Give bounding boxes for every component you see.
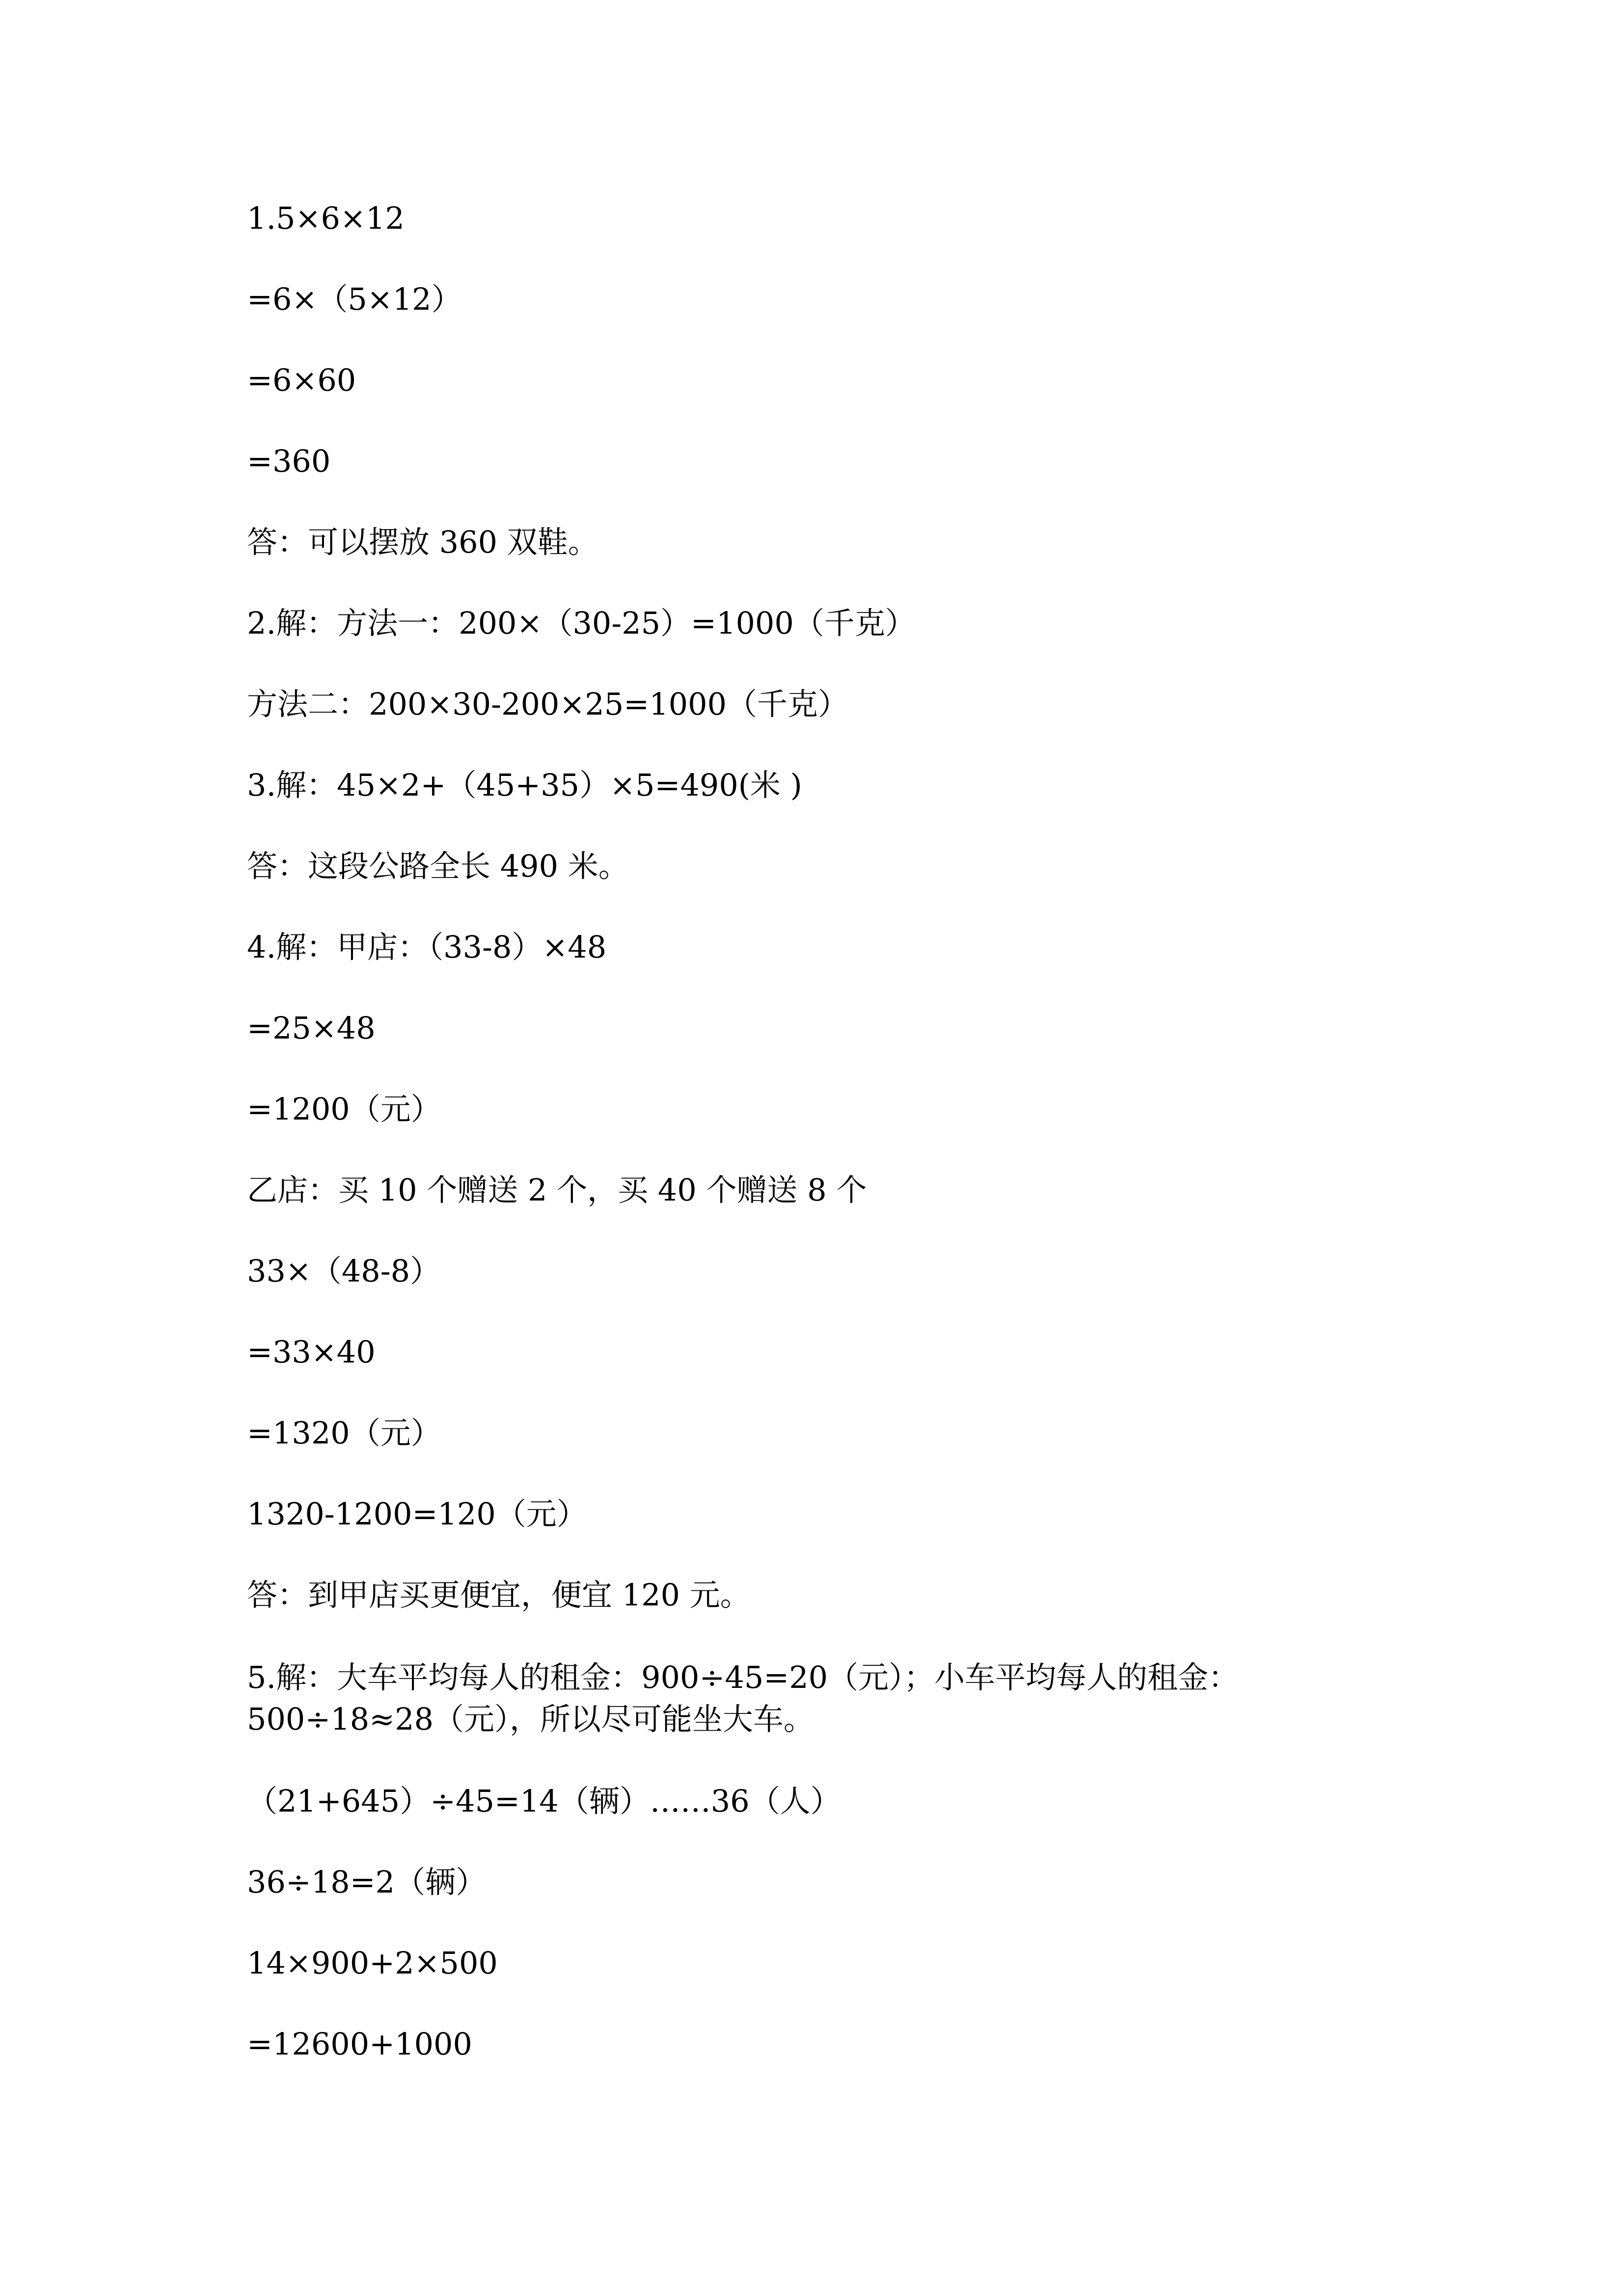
answer-4-conclusion: 答：到甲店买更便宜，便宜 120 元。 — [247, 1577, 751, 1613]
answer-5-line-6: =12600+1000 — [247, 2026, 472, 2062]
answer-5-line-2: 500÷18≈28（元），所以尽可能坐大车。 — [247, 1701, 814, 1737]
answer-3-conclusion: 答：这段公路全长 490 米。 — [247, 848, 629, 884]
answer-1-line-4: =360 — [247, 443, 331, 479]
answer-4-line-7: =1320（元） — [247, 1415, 441, 1451]
answer-3-solution: 3.解：45×2+（45+35）×5=490(米 ) — [247, 767, 802, 803]
answer-4-line-1: 4.解：甲店：（33-8）×48 — [247, 929, 607, 965]
answer-5-line-1: 5.解：大车平均每人的租金：900÷45=20（元）；小车平均每人的租金： — [247, 1659, 1239, 1695]
answer-4-line-8: 1320-1200=120（元） — [247, 1496, 587, 1532]
answer-2-method-2: 方法二：200×30-200×25=1000（千克） — [247, 686, 849, 722]
answer-5-line-3: （21+645）÷45=14（辆）……36（人） — [247, 1783, 841, 1819]
answer-1-line-1: 1.5×6×12 — [247, 200, 405, 236]
answer-4-line-6: =33×40 — [247, 1334, 376, 1370]
answer-4-line-3: =1200（元） — [247, 1091, 441, 1127]
answer-5-line-5: 14×900+2×500 — [247, 1945, 498, 1981]
answer-2-method-1: 2.解：方法一：200×（30-25）=1000（千克） — [247, 605, 916, 641]
answer-1-line-3: =6×60 — [247, 362, 356, 398]
answer-4-line-5: 33×（48-8） — [247, 1253, 441, 1289]
answer-1-line-2: =6×（5×12） — [247, 281, 462, 317]
answer-5-line-4: 36÷18=2（辆） — [247, 1864, 487, 1900]
answer-1-conclusion: 答：可以摆放 360 双鞋。 — [247, 524, 598, 560]
answer-4-line-2: =25×48 — [247, 1010, 376, 1046]
answer-4-line-4: 乙店：买 10 个赠送 2 个，买 40 个赠送 8 个 — [247, 1172, 867, 1208]
